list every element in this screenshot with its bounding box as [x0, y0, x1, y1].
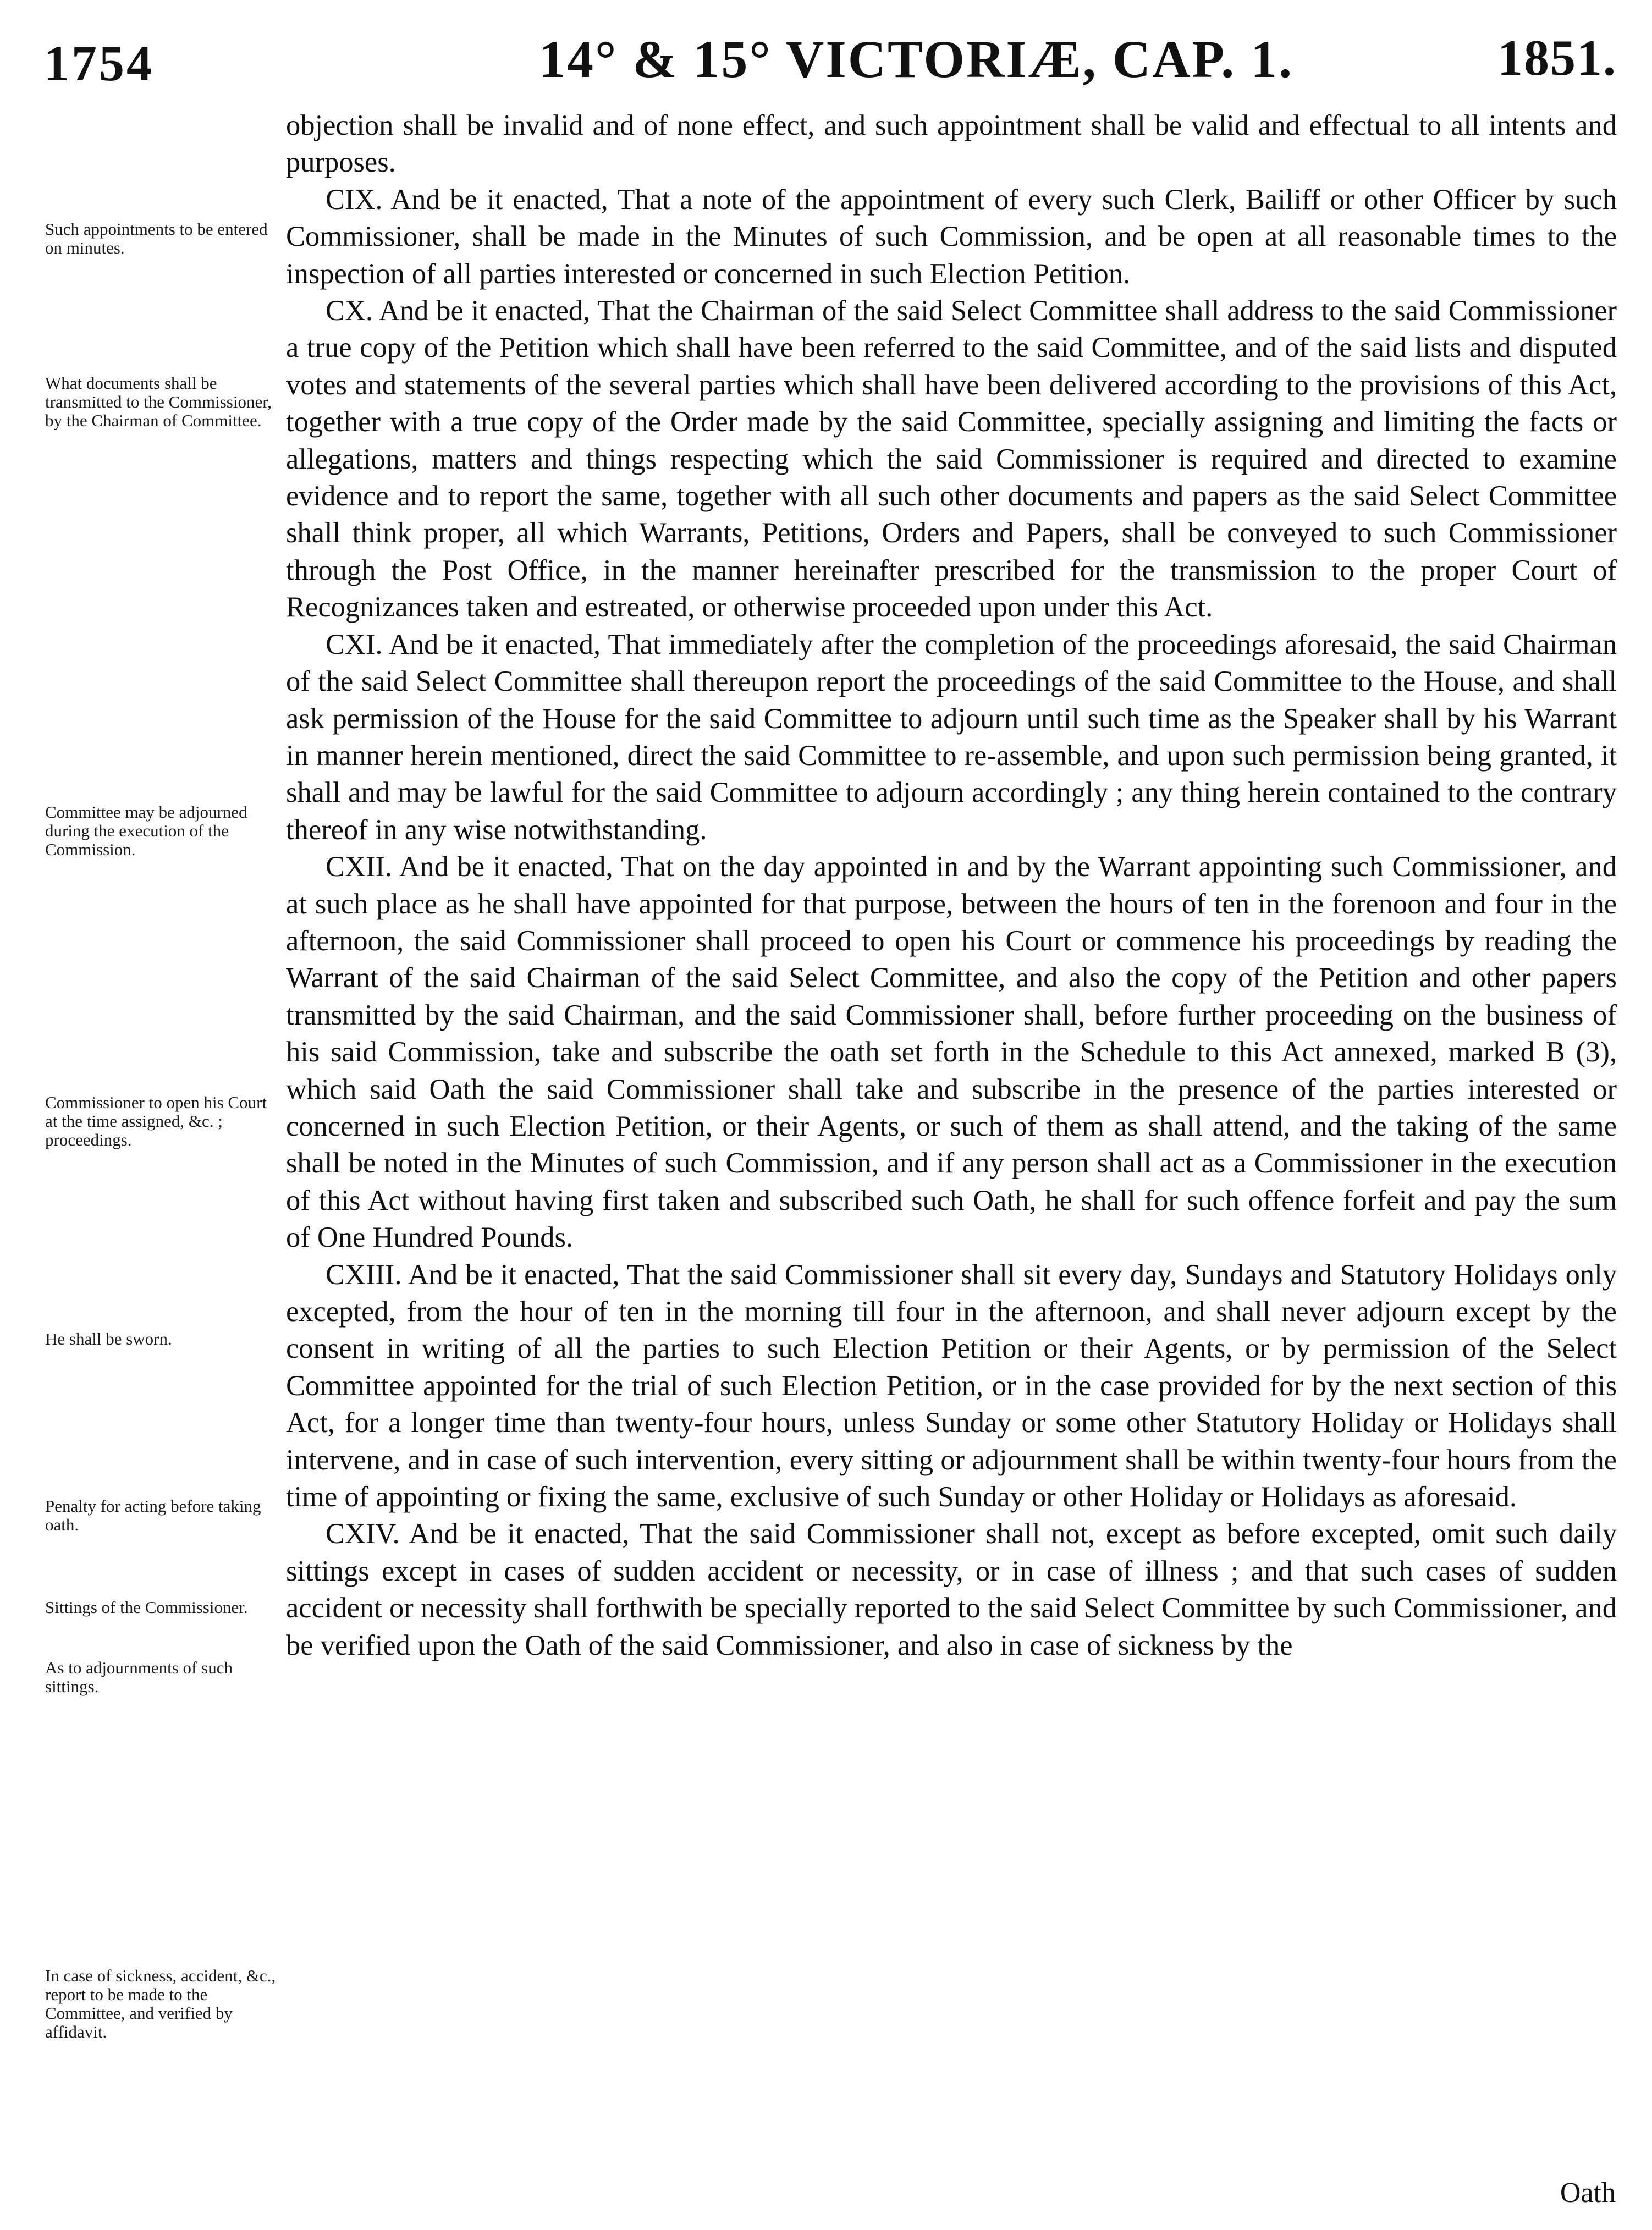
margin-note-sittings: Sittings of the Commissioner.	[45, 1598, 248, 1617]
catchword: Oath	[1560, 2177, 1616, 2209]
statute-body	[286, 107, 1617, 1664]
margin-note-appointments-minutes: Such appointments to be entered on minutes.	[45, 219, 268, 257]
section-cxiii: CXIII. And be it enacted, That the said Commissioner shall sit every day, Sundays and Statutory Holidays only excepted, from the hour of ten in the morning till four in the afternoon, and shall never adjourn except by the consent in writing of all the parties to such Election Petition or their Agents, or by permission of the Select Committee appointed for the trial of such Election Petition, or in the case provided for by the next section of this Act, for a longer time than twenty-four hours, unless Sunday or some other Statutory Holiday or Holidays shall intervene, and in case of such intervention, every sitting or adjournment shall be within twenty-four hours from the time of appointing or fixing the same, exclusive of such Sunday or other Holiday or Holidays as aforesaid.	[286, 1258, 1617, 1513]
continued-paragraph: objection shall be invalid and of none effect, and such appointment shall be valid and effectual to all intents and purposes.	[286, 109, 1617, 179]
year: 1851.	[1497, 30, 1617, 86]
margin-note-sworn: He shall be sworn.	[45, 1329, 172, 1348]
margin-note-adjournments: As to adjournments of such sittings.	[45, 1658, 233, 1696]
margin-note-committee-adjourned: Committee may be adjourned during the execution of the Commission.	[45, 802, 247, 859]
page-number: 1754	[44, 35, 154, 91]
section-cxii: CXII. And be it enacted, That on the day appointed in and by the Warrant appointing such Commissioner, and at such place as he shall have appointed for that purpose, between the hours of ten in the forenoon and four in the afternoon, the said Commissioner shall proceed to open his Court or commence his proceedings by reading the Warrant of the said Chairman of the said Select Committee, and also the copy of the Petition and other papers transmitted by the said Chairman, and the said Commissioner shall, before further proceeding on the business of his said Commission, take and subscribe the oath set forth in the Schedule to this Act annexed, marked B (3), which said Oath the said Commissioner shall take and subscribe in the presence of the parties interested or concerned in such Election Petition, or their Agents, or such of them as shall attend, and the taking of the same shall be noted in the Minutes of such Commission, and if any person shall act as a Commissioner in the execution of this Act without having first taken and subscribed such Oath, he shall for such offence forfeit and pay the sum of One Hundred Pounds.	[286, 851, 1617, 1254]
running-title: 14° & 15° VICTORIÆ, CAP. 1.	[539, 30, 1294, 89]
section-cxiv: CXIV. And be it enacted, That the said Commissioner shall not, except as before excepted, omit such daily sittings except in cases of sudden accident or necessity, or in case of illness ; and that such cases of sudden accident or necessity shall forthwith be specially reported to the said Select Committee by such Commissioner, and be verified upon the Oath of the said Commissioner, and also in case of sickness by the	[286, 1518, 1617, 1661]
margin-note-sickness-report: In case of sickness, accident, &c., report to be made to the Committee, and verified by affidavit.	[45, 1966, 276, 2041]
section-cix: CIX. And be it enacted, That a note of the appointment of every such Clerk, Bailiff or other Officer by such Commissioner, shall be made in the Minutes of such Commission, and be open at all reasonable times to the inspection of all parties interested or concerned in such Election Petition.	[286, 183, 1617, 290]
section-cx: CX. And be it enacted, That the Chairman of the said Select Committee shall address to the said Commissioner a true copy of the Petition which shall have been referred to the said Committee, and of the said lists and disputed votes and statements of the several parties which shall have been delivered according to the provisions of this Act, together with a true copy of the Order made by the said Committee, specially assigning and limiting the facts or allegations, matters and things respecting which the said Commissioner is required and directed to examine evidence and to report the same, together with all such other documents and papers as the said Select Committee shall think proper, all which Warrants, Petitions, Orders and Papers, shall be conveyed to such Commissioner through the Post Office, in the manner hereinafter prescribed for the transmission to the proper Court of Recognizances taken and estreated, or otherwise proceeded upon under this Act.	[286, 295, 1617, 624]
page-header	[44, 29, 1617, 106]
margin-note-penalty: Penalty for acting before taking oath.	[45, 1496, 261, 1534]
margin-note-documents-transmitted: What documents shall be transmitted to the Commissioner, by the Chairman of Committee.	[45, 373, 272, 430]
margin-note-commissioner-open-court: Commissioner to open his Court at the time assigned, &c. ; proceedings.	[45, 1093, 267, 1149]
section-cxi: CXI. And be it enacted, That immediately after the completion of the proceedings aforesaid, the said Chairman of the said Select Committee shall thereupon report the proceedings of the said Committee to the House, and shall ask permission of the House for the said Committee to adjourn until such time as the Speaker shall by his Warrant in manner herein mentioned, direct the said Committee to re-assemble, and upon such permission being granted, it shall and may be lawful for the said Committee to adjourn accordingly ; any thing herein contained to the contrary thereof in any wise notwithstanding.	[286, 628, 1617, 846]
